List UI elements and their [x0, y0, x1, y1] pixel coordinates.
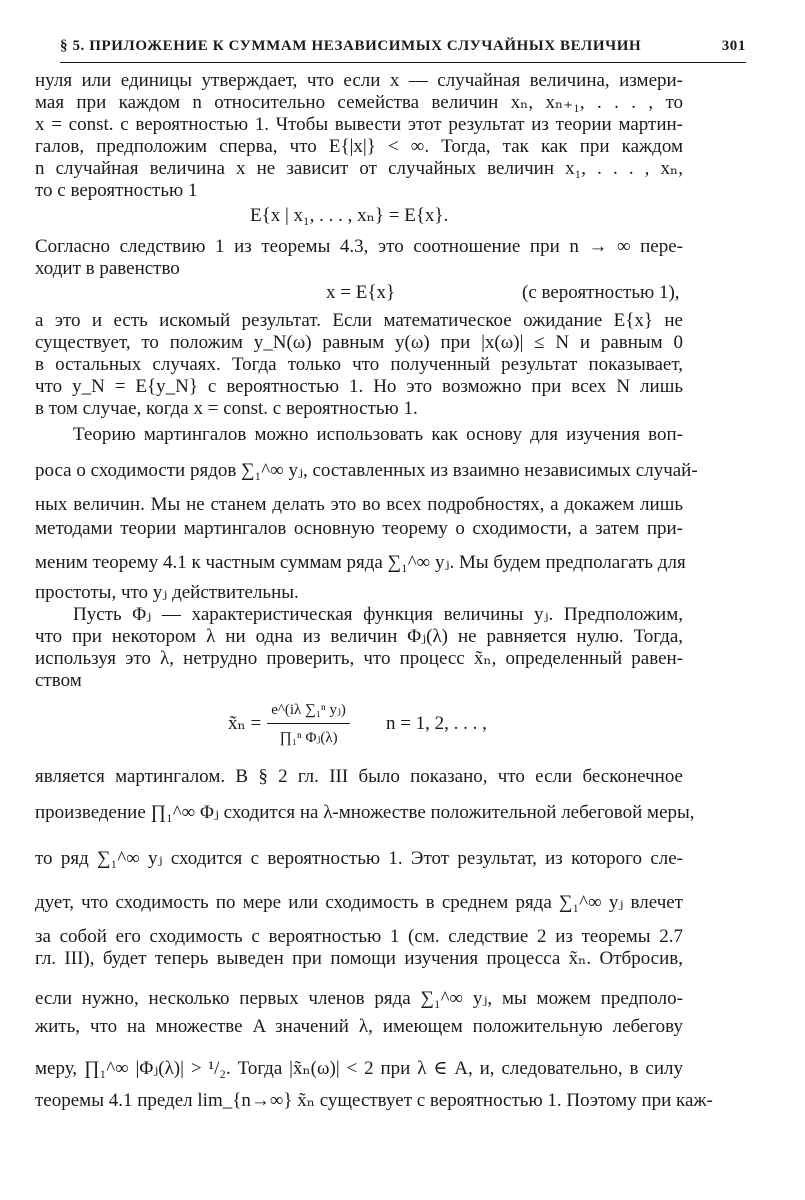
text-line: дует, что сходимость по мере или сходимость в среднем ряда ∑₁^∞ yⱼ влечет — [35, 892, 683, 913]
text-line: а это и есть искомый результат. Если математическое ожидание E{x} не — [35, 310, 683, 331]
running-header — [60, 38, 746, 55]
text-line: что при некотором λ ни одна из величин Φⱼ(λ) не равняется нулю. Тогда, — [35, 626, 683, 647]
text-line: произведение ∏₁^∞ Φⱼ сходится на λ-множестве положительной лебеговой меры, — [35, 802, 695, 823]
running-title: § 5. ПРИЛОЖЕНИЕ К СУММАМ НЕЗАВИСИМЫХ СЛУЧАЙНЫХ ВЕЛИЧИН — [60, 38, 642, 54]
equation-note: (с вероятностью 1), — [522, 282, 680, 303]
text-line: x = const. с вероятностью 1. Чтобы вывести этот результат из теории мартин- — [35, 114, 683, 135]
equation-index-range: n = 1, 2, . . . , — [385, 712, 487, 734]
text-line: Согласно следствию 1 из теоремы 4.3, это соотношение при n → ∞ пере- — [35, 236, 683, 257]
text-line: теоремы 4.1 предел lim_{n→∞} x̃ₙ существует с вероятностью 1. Поэтому при каж- — [35, 1090, 713, 1111]
text-line: Теорию мартингалов можно использовать как основу для изучения воп- — [73, 424, 683, 445]
equation-lhs: x̃ₙ = — [228, 713, 262, 734]
text-line: гл. III), будет теперь выведен при помощи изучения процесса x̃ₙ. Отбросив, — [35, 948, 683, 969]
equation-fraction — [267, 700, 350, 747]
text-line: ством — [35, 670, 82, 691]
equation-martingale — [228, 700, 487, 747]
text-line: что y_N = E{y_N} с вероятностью 1. Но это возможно при всех N лишь — [35, 376, 683, 397]
text-line: за собой его сходимость с вероятностью 1 (см. следствие 2 из теоремы 2.7 — [35, 926, 683, 947]
text-line: ходит в равенство — [35, 258, 180, 279]
equation-conditional-expectation: E{x | x₁, . . . , xₙ} = E{x}. — [250, 205, 449, 226]
text-line: является мартингалом. В § 2 гл. III было показано, что если бесконечное — [35, 766, 683, 787]
text-line: то с вероятностью 1 — [35, 180, 198, 201]
text-line: в том случае, когда x = const. с вероятностью 1. — [35, 398, 418, 419]
text-line: меним теорему 4.1 к частным суммам ряда ∑₁^∞ yⱼ. Мы будем предполагать для — [35, 552, 686, 573]
text-line: если нужно, несколько первых членов ряда ∑₁^∞ yⱼ, мы можем предполо- — [35, 988, 683, 1009]
text-line: мая при каждом n относительно семейства величин xₙ, xₙ₊₁, . . . , то — [35, 92, 683, 113]
fraction-denominator: ∏₁ⁿ Φⱼ(λ) — [279, 730, 338, 746]
text-line: используя это λ, нетрудно проверить, что процесс x̃ₙ, определенный равен- — [35, 648, 683, 669]
text-line: нуля или единицы утверждает, что если x — случайная величина, измери- — [35, 70, 683, 91]
text-line: методами теории мартингалов основную теорему о сходимости, а затем при- — [35, 518, 683, 539]
text-line: существует, то положим y_N(ω) равным y(ω) при |x(ω)| ≤ N и равным 0 — [35, 332, 683, 353]
text-line: в остальных случаях. Тогда только что полученный результат показывает, — [35, 354, 683, 375]
text-line: галов, предположим сперва, что E{|x|} < ∞. Тогда, так как при каждом — [35, 136, 683, 157]
header-rule — [60, 62, 746, 63]
text-line: ных величин. Мы не станем делать это во всех подробностях, а докажем лишь — [35, 494, 683, 515]
text-line: жить, что на множестве A значений λ, имеющем положительную лебегову — [35, 1016, 683, 1037]
text-line: то ряд ∑₁^∞ yⱼ сходится с вероятностью 1. Этот результат, из которого сле- — [35, 848, 683, 869]
fraction-numerator: e^(iλ ∑₁ⁿ yⱼ) — [271, 702, 346, 718]
text-line: простоты, что yⱼ действительны. — [35, 582, 299, 603]
text-line: n случайная величина x не зависит от случайных величин x₁, . . . , xₙ, — [35, 158, 683, 179]
text-line: Пусть Φⱼ — характеристическая функция величины yⱼ. Предположим, — [73, 604, 683, 625]
text-line: роса о сходимости рядов ∑₁^∞ yⱼ, составленных из взаимно независимых случай- — [35, 460, 698, 481]
equation-x-equals-expectation: x = E{x} — [326, 282, 396, 303]
text-line: меру, ∏₁^∞ |Φⱼ(λ)| > ¹/₂. Тогда |x̃ₙ(ω)| < 2 при λ ∈ A, и, следовательно, в силу — [35, 1058, 683, 1079]
page-number: 301 — [721, 38, 746, 54]
